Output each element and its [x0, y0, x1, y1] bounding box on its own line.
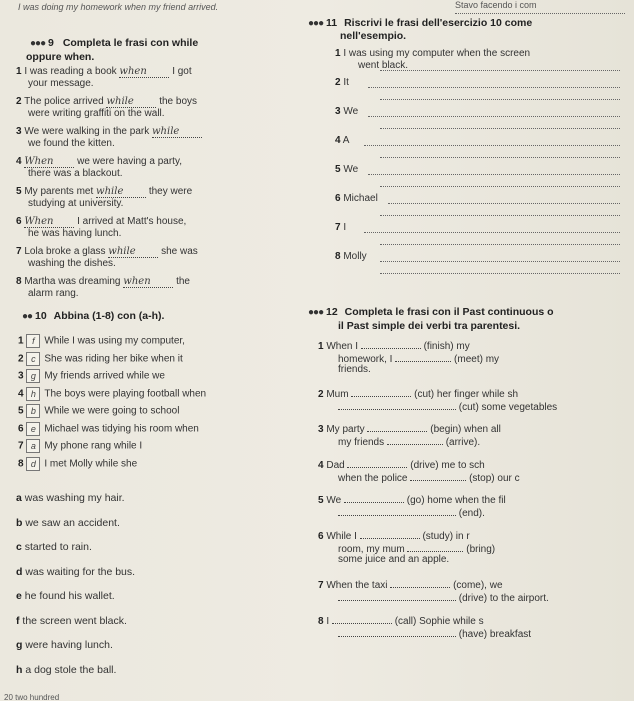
exercise-11-item [335, 106, 358, 117]
answer-line[interactable] [364, 145, 620, 146]
answer-blank[interactable] [344, 492, 404, 503]
exercise-11-item [335, 251, 367, 262]
answer-blank[interactable]: while [152, 126, 202, 138]
item-number: 2 [18, 353, 24, 365]
exercise-11-item [335, 222, 346, 233]
exercise-11-header: ●●● 11 Riscrivi le frasi dell'esercizio 10 come [308, 17, 533, 29]
item-text: We [343, 106, 359, 117]
exercise-12-item [318, 338, 470, 352]
exercise-9-item-continued [28, 228, 121, 239]
exercise-9-item-continued [28, 288, 79, 299]
answer-blank[interactable]: while [96, 186, 146, 198]
exercise-12-item-continued [338, 434, 480, 448]
exercise-12-item [318, 528, 470, 542]
item-number: 8 [335, 251, 341, 262]
answer-blank[interactable] [410, 470, 466, 481]
item-text: (begin) when all [430, 424, 501, 435]
item-text: (come), we [453, 580, 503, 591]
item-text: Michael [343, 193, 378, 204]
ending-text: was waiting for the bus. [25, 565, 136, 578]
exercise-10-item [18, 334, 185, 348]
item-number: 3 [318, 424, 324, 435]
answer-blank[interactable] [360, 528, 420, 539]
item-text: Dad [326, 460, 345, 471]
answer-blank[interactable] [407, 541, 463, 552]
item-text: I [343, 222, 347, 233]
answer-blank[interactable] [387, 434, 443, 445]
item-text: While we were going to school [44, 405, 180, 417]
answer-box[interactable]: a [26, 439, 40, 453]
item-text: there was a blackout. [28, 168, 123, 179]
exercise-10-ending [16, 492, 125, 504]
answer-box[interactable]: b [26, 404, 40, 418]
exercise-10-item [18, 387, 206, 401]
answer-line[interactable] [380, 128, 620, 129]
exercise-12-item [318, 613, 484, 627]
exercise-10-ending [16, 566, 135, 578]
example-translation: Stavo facendo i com [455, 0, 537, 10]
item-text: While I [326, 531, 357, 542]
exercise-11-item [335, 48, 530, 59]
exercise-10-item [18, 422, 199, 436]
item-number: 8 [18, 458, 24, 470]
item-number: 6 [318, 531, 324, 542]
exercise-12-item [318, 577, 503, 591]
ending-text: we saw an accident. [25, 516, 120, 529]
exercise-12-item-continued [338, 470, 520, 484]
item-text: (arrive). [445, 437, 481, 448]
answer-box[interactable]: d [26, 457, 40, 471]
answer-box[interactable]: c [26, 352, 40, 366]
item-text: I was using my computer when the screen [343, 48, 531, 59]
exercise-12-item [318, 457, 485, 471]
ending-letter: e [16, 590, 22, 602]
answer-blank[interactable] [390, 577, 450, 588]
exercise-12-item-continued [338, 626, 531, 640]
item-text: While I was using my computer, [44, 335, 185, 347]
item-text: (drive) to the airport. [458, 593, 549, 604]
exercise-9-item [16, 96, 197, 108]
item-text: (meet) my [454, 354, 500, 365]
item-number: 7 [335, 222, 341, 233]
item-number: 1 [16, 66, 22, 77]
item-text: your message. [28, 78, 94, 89]
item-number: 2 [16, 96, 22, 107]
exercise-9-item-continued [28, 138, 115, 149]
answer-blank[interactable] [338, 399, 456, 410]
answer-line[interactable] [368, 87, 620, 88]
exercise-9-item [16, 276, 190, 288]
exercise-12-item-continued [338, 399, 557, 413]
item-text: I [326, 616, 330, 627]
ending-letter: a [16, 492, 22, 504]
answer-line[interactable] [380, 273, 620, 274]
ending-text: a dog stole the ball. [25, 663, 117, 676]
item-number: 1 [18, 335, 24, 347]
answer-line[interactable] [364, 232, 620, 233]
item-text: alarm rang. [28, 288, 79, 299]
item-text: Martha was dreaming [24, 276, 121, 287]
item-number: 5 [18, 405, 24, 417]
item-text: she was [161, 246, 198, 257]
item-text: I arrived at Matt's house, [77, 216, 187, 227]
exercise-10-item [18, 439, 142, 453]
answer-blank[interactable] [351, 386, 411, 397]
answer-blank[interactable] [338, 626, 456, 637]
item-text: (cut) her finger while sh [414, 389, 519, 400]
item-number: 1 [335, 48, 341, 59]
item-text: When the taxi [326, 580, 388, 591]
item-text: I met Molly while she [44, 458, 138, 470]
item-text: homework, I [338, 354, 393, 365]
item-number: 3 [335, 106, 341, 117]
item-text: When I [326, 341, 359, 352]
item-text: I got [172, 66, 192, 77]
item-text: (end). [458, 508, 485, 519]
answer-blank[interactable]: while [108, 246, 158, 258]
exercise-10-item [18, 457, 137, 471]
item-text: Lola broke a glass [24, 246, 106, 257]
exercise-9-header: ●●● 9 Completa le frasi con while [30, 37, 199, 49]
item-number: 5 [318, 495, 324, 506]
exercise-12-item-continued [338, 364, 371, 375]
item-text: My phone rang while I [44, 440, 143, 452]
exercise-9-item [16, 186, 192, 198]
exercise-10-header: ●● 10 Abbina (1-8) con (a-h). [22, 310, 165, 322]
item-text: friends. [338, 364, 371, 375]
item-text: My friends arrived while we [44, 370, 165, 382]
item-text: Molly [343, 251, 367, 262]
item-number: 4 [16, 156, 22, 167]
item-number: 3 [18, 370, 24, 382]
exercise-9-item-continued [28, 198, 123, 209]
exercise-9-item [16, 216, 186, 228]
item-number: 1 [318, 341, 324, 352]
exercise-10-item [18, 352, 183, 366]
item-text: went black. [358, 60, 409, 71]
item-text: they were [148, 186, 193, 197]
item-text: (stop) our c [469, 473, 520, 484]
exercise-12-header: ●●● 12 Completa le frasi con il Past continuous o [308, 306, 554, 318]
item-text: (go) home when the fil [406, 495, 506, 506]
exercise-12-item [318, 492, 506, 506]
answer-blank[interactable]: when [119, 66, 169, 78]
answer-line[interactable] [380, 157, 620, 158]
item-number: 4 [318, 460, 324, 471]
item-text: We [343, 164, 359, 175]
exercise-10-item [18, 369, 165, 383]
answer-blank[interactable]: When [24, 216, 74, 228]
answer-box[interactable]: g [26, 369, 40, 383]
item-text: A [342, 135, 350, 146]
exercise-12-item-continued [338, 505, 485, 519]
item-text: She was riding her bike when it [44, 353, 183, 365]
answer-blank[interactable]: When [24, 156, 74, 168]
item-text: room, my mum [338, 544, 405, 555]
item-text: were writing graffiti on the wall. [28, 108, 165, 119]
answer-box[interactable]: e [26, 422, 40, 436]
answer-line[interactable] [380, 99, 620, 100]
answer-blank[interactable] [347, 457, 407, 468]
ending-text: were having lunch. [25, 639, 113, 651]
exercise-10-ending [16, 590, 115, 602]
answer-line[interactable] [380, 244, 620, 245]
exercise-10-item [18, 404, 179, 418]
item-number: 8 [318, 616, 324, 627]
ending-text: started to rain. [24, 541, 92, 553]
item-text: (finish) my [423, 341, 470, 352]
item-text: The boys were playing football when [44, 388, 207, 400]
answer-blank[interactable] [361, 338, 421, 349]
item-number: 3 [16, 126, 22, 137]
item-number: 4 [335, 135, 341, 146]
answer-line[interactable] [388, 203, 620, 204]
exercise-11-item [335, 135, 349, 146]
item-text: (have) breakfast [458, 629, 532, 640]
ending-text: was washing my hair. [24, 492, 125, 504]
answer-blank[interactable] [367, 421, 427, 432]
exercise-9-item-continued [28, 168, 123, 179]
item-number: 4 [18, 388, 24, 400]
exercise-9-item [16, 156, 182, 168]
exercise-10-ending [16, 615, 127, 627]
item-text: Michael was tidying his room when [44, 423, 199, 435]
item-text: (bring) [466, 544, 496, 555]
item-text: (drive) me to sch [410, 460, 485, 471]
answer-blank[interactable] [332, 613, 392, 624]
item-text: My party [326, 424, 365, 435]
exercise-11-item [335, 193, 378, 204]
item-number: 2 [335, 77, 341, 88]
page-footer: 20 two hundred [4, 693, 60, 701]
item-text: Mum [326, 389, 349, 400]
answer-blank[interactable] [338, 505, 456, 516]
exercise-11-subtitle: nell'esempio. [340, 30, 407, 42]
answer-line[interactable] [368, 116, 620, 117]
exercise-9-item [16, 66, 192, 78]
item-text: I was reading a book [24, 66, 117, 77]
ending-letter: d [16, 565, 23, 578]
ending-letter: h [16, 663, 23, 676]
ending-letter: f [16, 614, 20, 627]
exercise-10-ending [16, 517, 120, 529]
answer-line[interactable] [380, 215, 620, 216]
exercise-12-item-continued [338, 541, 495, 555]
item-text: washing the dishes. [28, 258, 116, 269]
item-text: the [176, 276, 190, 287]
answer-line[interactable] [380, 70, 620, 71]
ending-text: he found his wallet. [24, 590, 115, 602]
ending-letter: b [16, 516, 23, 529]
exercise-9-item-continued [28, 108, 165, 119]
item-number: 7 [18, 440, 24, 452]
item-number: 7 [318, 580, 324, 591]
exercise-10-ending [16, 541, 92, 553]
answer-line[interactable] [380, 261, 620, 262]
item-text: The police arrived [24, 96, 104, 107]
ending-letter: c [16, 541, 22, 553]
answer-blank[interactable] [338, 590, 456, 601]
item-text: the boys [159, 96, 198, 107]
item-text: (call) Sophie while s [394, 616, 484, 627]
answer-blank[interactable] [395, 351, 451, 362]
item-text: We were walking in the park [24, 126, 150, 137]
answer-blank[interactable]: while [106, 96, 156, 108]
item-text: studying at university. [28, 198, 124, 209]
exercise-12-item [318, 421, 501, 435]
exercise-9-subtitle: oppure when. [26, 51, 95, 63]
exercise-12-item-continued [338, 554, 449, 565]
item-number: 6 [16, 216, 22, 227]
exercise-9-item-continued [28, 78, 94, 89]
exercise-10-ending [16, 664, 116, 676]
item-text: some juice and an apple. [338, 554, 450, 565]
item-text: we found the kitten. [28, 138, 115, 149]
exercise-10-ending [16, 639, 113, 651]
answer-box[interactable]: h [26, 387, 40, 401]
exercise-12-subtitle: il Past simple dei verbi tra parentesi. [338, 320, 521, 332]
exercise-9-item-continued [28, 258, 116, 269]
exercise-11-item [335, 77, 349, 88]
exercise-9-item [16, 246, 198, 258]
item-text: we were having a party, [77, 156, 182, 167]
ending-letter: g [16, 639, 23, 651]
answer-line[interactable] [380, 186, 620, 187]
item-text: We [326, 495, 342, 506]
item-text: (study) in r [422, 531, 470, 542]
ending-text: the screen went black. [22, 614, 127, 627]
item-text: when the police [338, 473, 408, 484]
exercise-11-item [335, 164, 358, 175]
item-number: 5 [335, 164, 341, 175]
item-number: 2 [318, 389, 324, 400]
exercise-12-item [318, 386, 518, 400]
example-sentence: I was doing my homework when my friend arrived. [18, 2, 219, 12]
answer-box[interactable]: f [26, 334, 40, 348]
item-text: my friends [338, 437, 385, 448]
item-number: 7 [16, 246, 22, 257]
exercise-9-item [16, 126, 202, 138]
item-text: he was having lunch. [28, 228, 122, 239]
item-text: My parents met [24, 186, 94, 197]
item-text: It [343, 77, 349, 88]
exercise-12-item-continued [338, 590, 549, 604]
item-number: 8 [16, 276, 22, 287]
exercise-12-item-continued [338, 351, 499, 365]
answer-line[interactable] [368, 174, 620, 175]
item-number: 6 [18, 423, 24, 435]
item-text: (cut) some vegetables [458, 402, 558, 413]
answer-blank[interactable]: when [123, 276, 173, 288]
item-number: 5 [16, 186, 22, 197]
item-number: 6 [335, 193, 341, 204]
